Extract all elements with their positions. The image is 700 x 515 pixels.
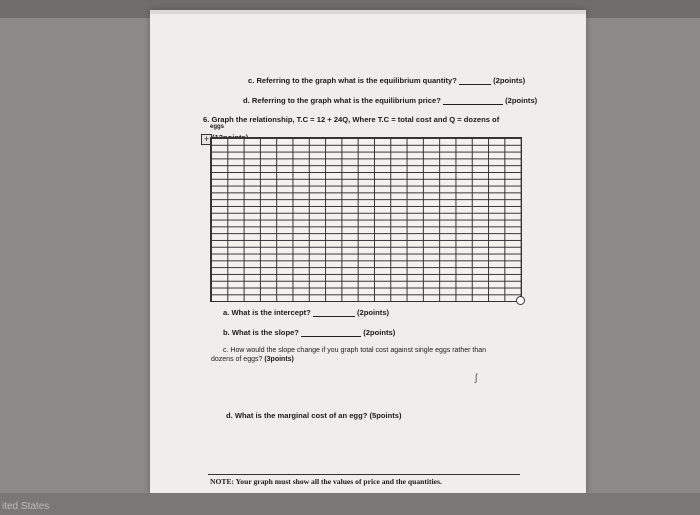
resize-handle-icon[interactable] [516,296,525,305]
answer-blank [459,84,491,85]
question-text: b. What is the slope? [223,328,299,337]
question-text: a. What is the intercept? [223,308,311,317]
answer-blank [313,316,355,317]
question-text: d. Referring to the graph what is the equilibrium price? [243,96,441,105]
points: (3points) [264,356,294,363]
note-text: NOTE: Your graph must show all the values of price and the quantities. [210,477,442,486]
points: (5points) [369,411,402,420]
question-6-line2: eggs [210,124,225,130]
monitor-bottom-bar [0,493,700,515]
question-c-equilibrium-quantity [248,76,525,85]
question-a-intercept [223,308,389,317]
points: (2points) [363,328,396,337]
worksheet-page [150,10,586,494]
question-text: dozens of eggs? [211,356,263,363]
plus-icon[interactable]: + [201,134,212,145]
points: (2points) [505,96,538,105]
question-text: d. What is the marginal cost of an egg? [226,411,368,420]
answer-blank [443,104,503,105]
graph-grid[interactable] [210,137,522,302]
question-d-marginal-cost [226,411,402,420]
question-6-line1: 6. Graph the relationship, T.C = 12 + 24Q, Where T.C = total cost and Q = dozens of [203,115,500,124]
points: (2points) [357,308,390,317]
page-top-strip [150,10,586,14]
question-c-slope-change-line1: c. How would the slope change if you graph total cost against single eggs rather than [223,347,487,354]
bottom-text: ited States [2,501,50,512]
question-d-equilibrium-price [243,96,537,105]
note-divider [208,474,520,475]
answer-blank [301,336,361,337]
points: (2points) [493,76,526,85]
question-text: c. Referring to the graph what is the equilibrium quantity? [248,76,457,85]
cursor-mark: ʃ [475,373,478,384]
question-c-slope-change-line2 [211,356,294,363]
question-b-slope [223,328,395,337]
